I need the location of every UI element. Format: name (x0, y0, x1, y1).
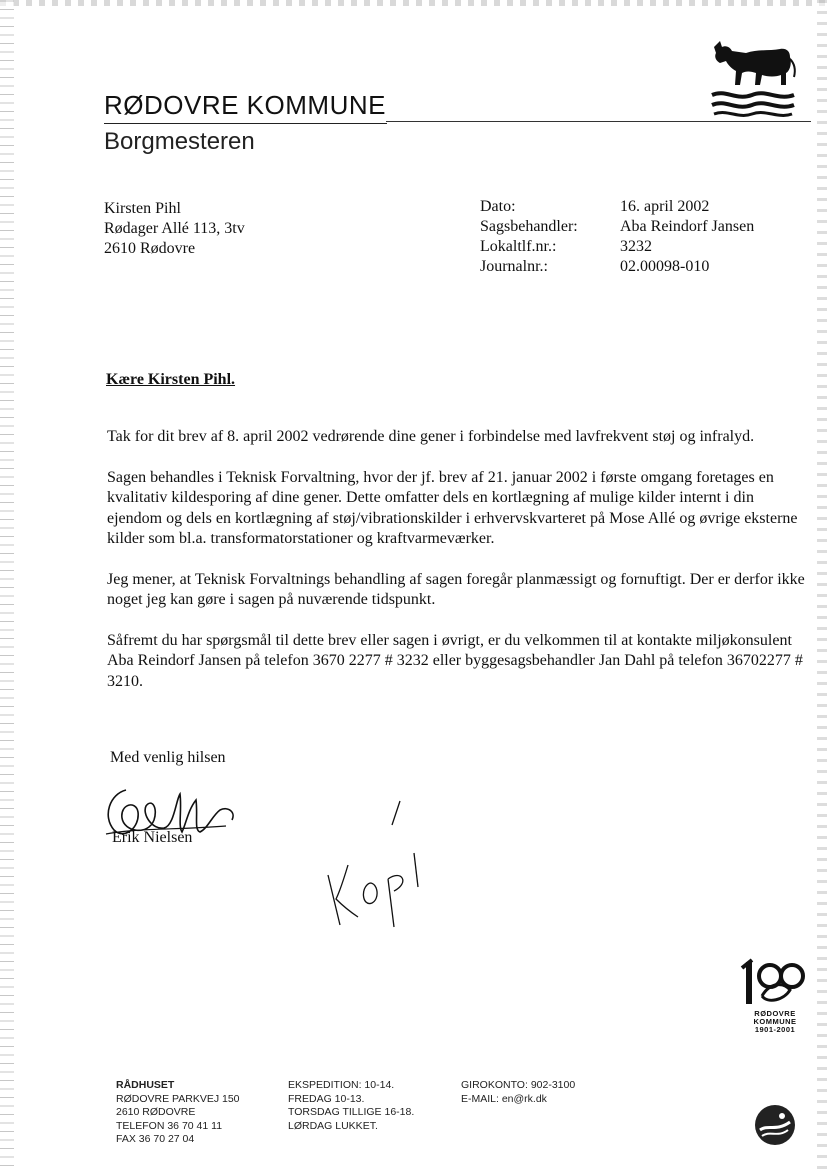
footer-line: FREDAG 10-13. (288, 1092, 365, 1105)
anniversary-line1: RØDOVRE (754, 1009, 796, 1018)
closing: Med venlig hilsen (110, 749, 226, 766)
footer-line: EKSPEDITION: 10-14. (288, 1079, 395, 1091)
letter-body (107, 427, 807, 712)
paragraph: Jeg mener, at Teknisk Forvaltnings behandling af sagen foregår planmæssigt og fornuftigt. Der er derfor ikke noget jeg kan gøre i sagen på nuværende tidspunkt. (107, 570, 805, 608)
scan-edge-top (0, 0, 827, 6)
paragraph: Såfremt du har spørgsmål til dette brev eller sagen i øvrigt, er du velkommen til at kontakte miljøkonsulent Aba Reindorf Jansen på telefon 3670 2277 # 3232 eller byggesagsbehandler Jan Dahl på telefon 36702277 # 3210. (107, 631, 803, 690)
municipality-name: RØDOVRE KOMMUNE (104, 90, 386, 120)
anniversary-line3: 1901-2001 (754, 1025, 796, 1034)
paragraph: Tak for dit brev af 8. april 2002 vedrørende dine gener i forbindelse med lavfrekvent støj og infralyd. (107, 428, 755, 445)
meta-row-journal (480, 257, 754, 277)
footer-line: 2610 RØDOVRE (116, 1106, 196, 1118)
meta-label: Lokaltlf.nr.: (480, 238, 557, 255)
handwritten-kopi-annotation (318, 795, 428, 935)
signer-name: Erik Nielsen (112, 829, 193, 846)
meta-label: Dato: (480, 198, 516, 215)
anniversary-logo-text (744, 1010, 806, 1034)
footer-address (116, 1079, 240, 1147)
meta-value: 02.00098-010 (620, 258, 710, 275)
footer-line: TORSDAG TILLIGE 16-18. (288, 1106, 415, 1118)
anniversary-line2: KOMMUNE (753, 1017, 797, 1026)
swan-ecolabel-icon (752, 1102, 798, 1148)
letterhead-rule (104, 123, 387, 124)
meta-value: 16. april 2002 (620, 198, 710, 215)
letter-metadata (480, 197, 754, 277)
office-name: Borgmesteren (104, 128, 255, 155)
meta-value: 3232 (620, 238, 652, 255)
scan-edge-left (0, 0, 14, 1169)
recipient-name: Kirsten Pihl (104, 200, 181, 217)
meta-label: Sagsbehandler: (480, 218, 578, 235)
bull-logo-icon (706, 33, 798, 119)
footer-line: LØRDAG LUKKET. (288, 1119, 378, 1132)
footer-line: GIROKONTO: 902-3100 (461, 1079, 576, 1091)
recipient-address (104, 199, 245, 259)
meta-row-date (480, 197, 754, 217)
paragraph: Sagen behandles i Teknisk Forvaltning, hvor der jf. brev af 21. januar 2002 i første omgang foretages en kvalitativ kildesporing af dine gener. Dette omfatter dels en kortlægning af mulige kilder internt i din ejendom og dels en kortlægning af støj/vibrationskilder i erhvervskvarteret på Mose Allé og øvrige eksterne kilder som bl.a. transformatorstationer og kraftvarmeværker. (107, 468, 798, 547)
meta-row-caseworker (480, 217, 754, 237)
recipient-street: Rødager Allé 113, 3tv (104, 220, 245, 237)
footer-line: E-MAIL: en@rk.dk (461, 1092, 547, 1105)
footer-line: RØDOVRE PARKVEJ 150 (116, 1092, 240, 1105)
footer-line: FAX 36 70 27 04 (116, 1133, 195, 1145)
footer-line: TELEFON 36 70 41 11 (116, 1119, 223, 1132)
meta-label: Journalnr.: (480, 258, 548, 275)
letterhead-rule-right (386, 121, 811, 122)
footer-hours (288, 1079, 414, 1133)
footer-contact (461, 1079, 575, 1106)
footer-line: RÅDHUSET (116, 1079, 175, 1091)
recipient-city: 2610 Rødovre (104, 240, 196, 257)
scan-edge-right (817, 0, 827, 1169)
meta-value: Aba Reindorf Jansen (620, 218, 755, 235)
meta-row-phone (480, 237, 754, 257)
salutation: Kære Kirsten Pihl. (106, 371, 236, 388)
